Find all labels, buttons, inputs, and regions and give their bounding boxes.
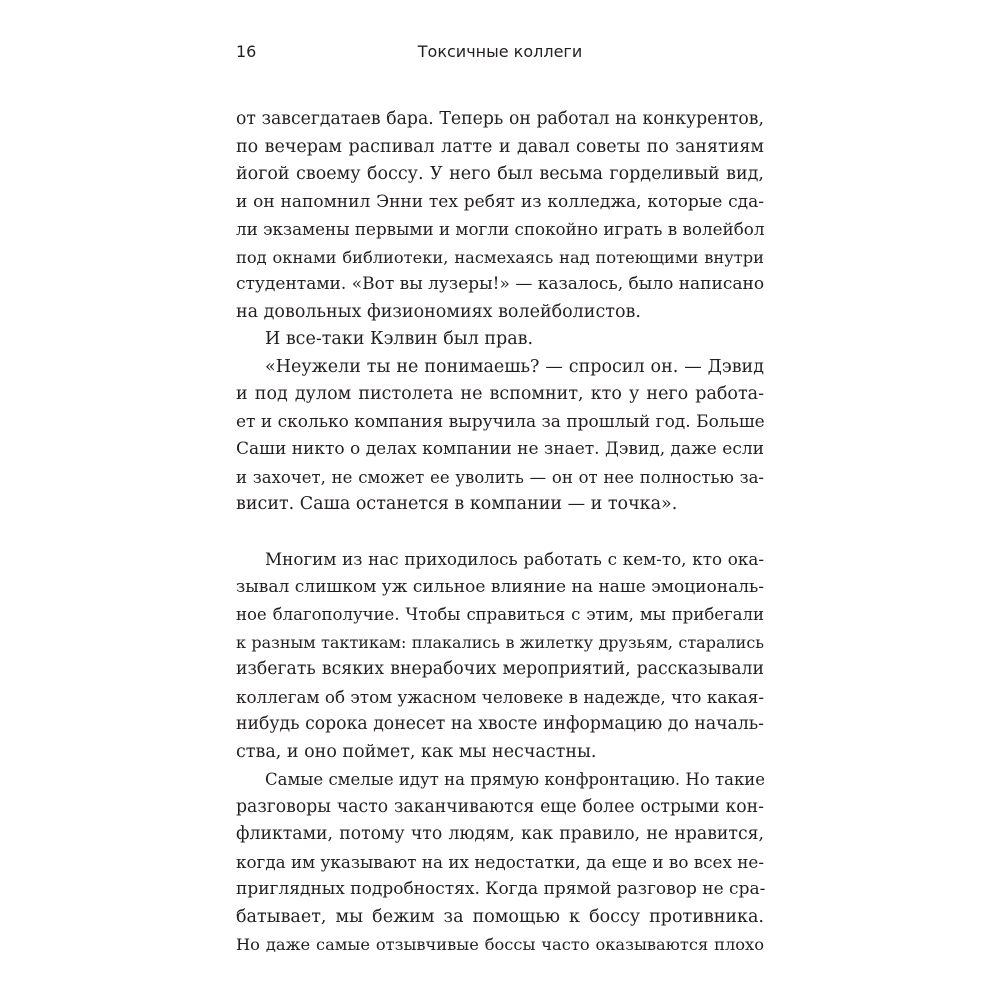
text-line: зывал слишком уж сильное влияние на наше эмоциональ- (236, 576, 764, 597)
text-line: фликтами, потому что людям, как правило, не нравится, (236, 824, 764, 844)
text-line: и под дулом пистолета не вспомнит, кто у него работа- (236, 384, 764, 404)
text-line: под окнами библиотеки, насмехаясь над потеющими внутри (236, 247, 764, 267)
text-line: «Неужели ты не понимаешь? — спросил он. — Дэвид (265, 356, 764, 377)
text-line: йогой своему боссу. У него был весьма горделивый вид, (236, 164, 764, 184)
text-line: ства, и оно поймет, как мы несчастны. (236, 741, 597, 762)
text-line: нибудь сорока донесет на хвосте информацию до началь- (236, 714, 764, 734)
text-line: избегать всяких внерабочих мероприятий, рассказывали (236, 659, 764, 679)
text-line: ли экзамены первыми и могли спокойно играть в волейбол (236, 219, 765, 239)
text-line: Многим из нас приходилось работать с кем-то, кто ока- (265, 549, 764, 569)
text-line: Но даже самые отзывчивые боссы часто оказываются плохо (236, 935, 764, 954)
paragraph-2 (236, 326, 764, 354)
section-break (236, 519, 764, 547)
text-line: студентами. «Вот вы лузеры!» — казалось, было написано (236, 274, 765, 294)
text-line: разговоры часто заканчиваются еще более острыми кон- (236, 796, 764, 817)
text-line: по вечерам распивал латте и давал советы по занятиям (236, 136, 764, 157)
running-head (236, 38, 764, 66)
text-line: от завсегдатаев бара. Теперь он работал на конкурентов, (236, 109, 764, 129)
text-line: И все-таки Кэлвин был прав. (265, 329, 534, 349)
paragraph-1 (236, 106, 764, 326)
paragraph-4 (236, 546, 764, 766)
text-line: ное благополучие. Чтобы справиться с этим, мы прибегали (236, 605, 764, 624)
paragraph-5 (236, 766, 764, 959)
body-text (236, 106, 764, 959)
text-line: и захочет, не сможет ее уволить — он от нее полностью за- (236, 467, 764, 487)
text-line: на довольных физиономиях волейболистов. (236, 301, 641, 322)
text-line: ет и сколько компания выручила за прошлый год. Больше (236, 411, 765, 432)
text-line: к разным тактикам: плакались в жилетку друзьям, старались (236, 632, 764, 652)
text-line: батывает, мы бежим за помощью к боссу противника. (236, 906, 764, 927)
running-title: Токсичные коллеги (417, 42, 583, 61)
text-line: Саши никто о делах компании не знает. Дэвид, даже если (236, 439, 764, 459)
text-line: и он напомнил Энни тех ребят из колледжа, которые сда- (236, 191, 764, 212)
text-line: Самые смелые идут на прямую конфронтацию. Но такие (265, 770, 766, 789)
page-number: 16 (236, 42, 257, 61)
text-line: когда им указывают на их недостатки, да еще и во всех не- (236, 851, 764, 872)
text-line: приглядных подробностях. Когда прямой разговор не сра- (236, 879, 766, 899)
text-line: коллегам об этом ужасном человеке в надежде, что какая- (236, 686, 764, 707)
paragraph-3 (236, 354, 764, 519)
text-line: висит. Саша останется в компании — и точка». (236, 494, 678, 514)
